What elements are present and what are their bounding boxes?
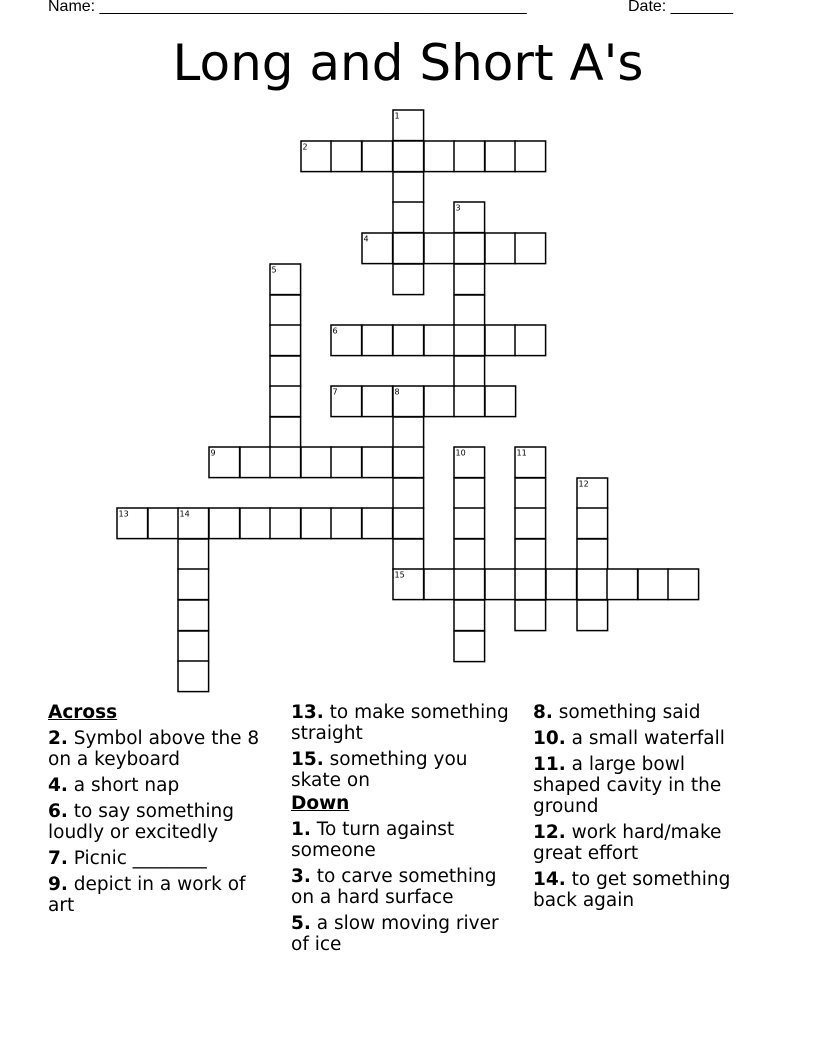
- grid-cell[interactable]: [362, 325, 393, 356]
- clue: [291, 702, 519, 744]
- grid-cell[interactable]: [515, 233, 546, 264]
- grid-cell[interactable]: [577, 508, 608, 539]
- cell-number: 4: [363, 234, 369, 244]
- grid-cell[interactable]: [454, 264, 485, 295]
- grid-cell[interactable]: [454, 141, 485, 172]
- clue-text: Symbol above the 8 on a keyboard: [48, 728, 260, 770]
- grid-cell[interactable]: [546, 569, 577, 600]
- clues-column-2: [291, 702, 519, 960]
- grid-cell[interactable]: [454, 295, 485, 326]
- grid-cell[interactable]: [485, 386, 516, 417]
- clue-number: 6.: [48, 801, 68, 822]
- grid-cell[interactable]: [485, 325, 516, 356]
- grid-cell[interactable]: [424, 325, 455, 356]
- grid-cell[interactable]: [454, 600, 485, 631]
- clue-text: to get something back again: [533, 869, 731, 911]
- grid-cell[interactable]: [485, 141, 516, 172]
- clue: [48, 775, 273, 796]
- clue-text: a short nap: [67, 775, 180, 796]
- clue-number: 15.: [291, 749, 324, 770]
- grid-cell[interactable]: [270, 295, 301, 326]
- grid-cell[interactable]: [454, 356, 485, 387]
- grid-cell[interactable]: [393, 508, 424, 539]
- grid-cell[interactable]: [393, 233, 424, 264]
- grid-cell[interactable]: [331, 141, 362, 172]
- name-line: Name: ________________________________________________: [48, 0, 527, 15]
- clue-text: work hard/make great effort: [533, 822, 722, 864]
- grid-cell[interactable]: [362, 447, 393, 478]
- clue-text: Picnic ________: [67, 848, 207, 869]
- cell-number: 8: [394, 387, 400, 397]
- clue-number: 3.: [291, 866, 311, 887]
- grid-cell[interactable]: [270, 386, 301, 417]
- clue-number: 12.: [533, 822, 566, 843]
- cell-number: 5: [271, 265, 277, 275]
- grid-cell[interactable]: [362, 141, 393, 172]
- grid-cell[interactable]: [393, 478, 424, 509]
- clue-number: 5.: [291, 913, 311, 934]
- clue-number: 11.: [533, 754, 566, 775]
- clue: [291, 866, 519, 908]
- grid-cell[interactable]: [607, 569, 638, 600]
- grid-cell[interactable]: [178, 631, 209, 662]
- grid-cell[interactable]: [454, 325, 485, 356]
- clue: [533, 869, 753, 911]
- down-heading: Down: [291, 793, 350, 814]
- grid-cell[interactable]: [270, 325, 301, 356]
- cell-number: 14: [179, 509, 190, 519]
- cell-number: 7: [332, 387, 338, 397]
- grid-cell[interactable]: [240, 508, 271, 539]
- grid-cell[interactable]: [577, 600, 608, 631]
- clue-number: 1.: [291, 819, 311, 840]
- across-heading: Across: [48, 702, 118, 723]
- clue: [291, 913, 519, 955]
- grid-cell[interactable]: [638, 569, 669, 600]
- clue-number: 2.: [48, 728, 68, 749]
- clue: [48, 874, 273, 916]
- grid-cell[interactable]: [393, 264, 424, 295]
- grid-cell[interactable]: [454, 631, 485, 662]
- clue: [48, 801, 273, 843]
- grid-cell[interactable]: [393, 539, 424, 570]
- clue-text: To turn against someone: [291, 819, 455, 861]
- clue-text: a slow moving river of ice: [291, 913, 499, 955]
- clue-number: 8.: [533, 702, 553, 723]
- grid-cell[interactable]: [668, 569, 699, 600]
- grid-cell[interactable]: [515, 569, 546, 600]
- date-line: Date: _______: [628, 0, 733, 15]
- clue-text: something you skate on: [291, 749, 468, 791]
- clue-text: something said: [552, 702, 701, 723]
- grid-cell[interactable]: [362, 386, 393, 417]
- grid-cell[interactable]: [577, 539, 608, 570]
- clue: [533, 702, 753, 723]
- clue-text: to say something loudly or excitedly: [48, 801, 234, 843]
- grid-cell[interactable]: [393, 141, 424, 172]
- grid-cell[interactable]: [515, 141, 546, 172]
- clue: [48, 728, 273, 770]
- grid-cell[interactable]: [424, 569, 455, 600]
- grid-cell[interactable]: [454, 539, 485, 570]
- grid-cell[interactable]: [178, 661, 209, 692]
- clue-number: 9.: [48, 874, 68, 895]
- grid-cell[interactable]: [270, 356, 301, 387]
- grid-cell[interactable]: [148, 508, 179, 539]
- grid-cell[interactable]: [301, 447, 332, 478]
- clue: [291, 819, 519, 861]
- grid-cell[interactable]: [270, 508, 301, 539]
- grid-cell[interactable]: [362, 508, 393, 539]
- clue-text: a small waterfall: [565, 728, 725, 749]
- grid-cell[interactable]: [485, 233, 516, 264]
- grid-cell[interactable]: [424, 386, 455, 417]
- grid-cell[interactable]: [178, 600, 209, 631]
- grid-cell[interactable]: [485, 569, 516, 600]
- clue-number: 14.: [533, 869, 566, 890]
- clue: [533, 728, 753, 749]
- clues-column-3: [533, 702, 753, 916]
- cell-number: 1: [394, 111, 400, 121]
- grid-cell[interactable]: [454, 508, 485, 539]
- cell-number: 12: [578, 479, 589, 489]
- clue-text: a large bowl shaped cavity in the ground: [533, 754, 722, 817]
- clue-number: 7.: [48, 848, 68, 869]
- grid-cell[interactable]: [454, 233, 485, 264]
- clue: [48, 848, 273, 869]
- clue-number: 13.: [291, 702, 324, 723]
- page-title: Long and Short A's: [172, 34, 644, 92]
- grid-cell[interactable]: [270, 447, 301, 478]
- clues-column-1: [48, 702, 273, 921]
- clue-number: 4.: [48, 775, 68, 796]
- grid-cell[interactable]: [209, 508, 240, 539]
- grid-cell[interactable]: [178, 539, 209, 570]
- grid-cell[interactable]: [393, 202, 424, 233]
- grid-cell[interactable]: [331, 508, 362, 539]
- grid-cell[interactable]: [424, 233, 455, 264]
- grid-cell[interactable]: [515, 508, 546, 539]
- cell-number: 10: [455, 448, 466, 458]
- clue-text: to carve something on a hard surface: [291, 866, 497, 908]
- cell-number: 11: [516, 448, 527, 458]
- grid-cell[interactable]: [515, 478, 546, 509]
- grid-cell[interactable]: [515, 539, 546, 570]
- grid-cell[interactable]: [393, 447, 424, 478]
- grid-cell[interactable]: [240, 447, 271, 478]
- clue: [291, 749, 519, 791]
- cell-number: 6: [332, 326, 338, 336]
- grid-cell[interactable]: [301, 508, 332, 539]
- clue-number: 10.: [533, 728, 566, 749]
- cell-number: 13: [118, 509, 129, 519]
- grid-cell[interactable]: [454, 478, 485, 509]
- cell-number: 15: [394, 570, 405, 580]
- grid-cell[interactable]: [393, 325, 424, 356]
- grid-cell[interactable]: [577, 569, 608, 600]
- grid-cell[interactable]: [393, 417, 424, 448]
- cell-number: 2: [302, 142, 308, 152]
- grid-cell[interactable]: [515, 325, 546, 356]
- clue: [533, 754, 753, 817]
- grid-cell[interactable]: [454, 569, 485, 600]
- grid-cell[interactable]: [424, 141, 455, 172]
- grid-cell[interactable]: [454, 386, 485, 417]
- cell-number: 9: [210, 448, 216, 458]
- grid-cell[interactable]: [270, 417, 301, 448]
- grid-cell[interactable]: [331, 447, 362, 478]
- grid-cell[interactable]: [393, 172, 424, 203]
- grid-cell[interactable]: [178, 569, 209, 600]
- clue-text: to make something straight: [291, 702, 509, 744]
- grid-cell[interactable]: [515, 600, 546, 631]
- cell-number: 3: [455, 203, 461, 213]
- clue: [533, 822, 753, 864]
- clue-text: depict in a work of art: [48, 874, 246, 916]
